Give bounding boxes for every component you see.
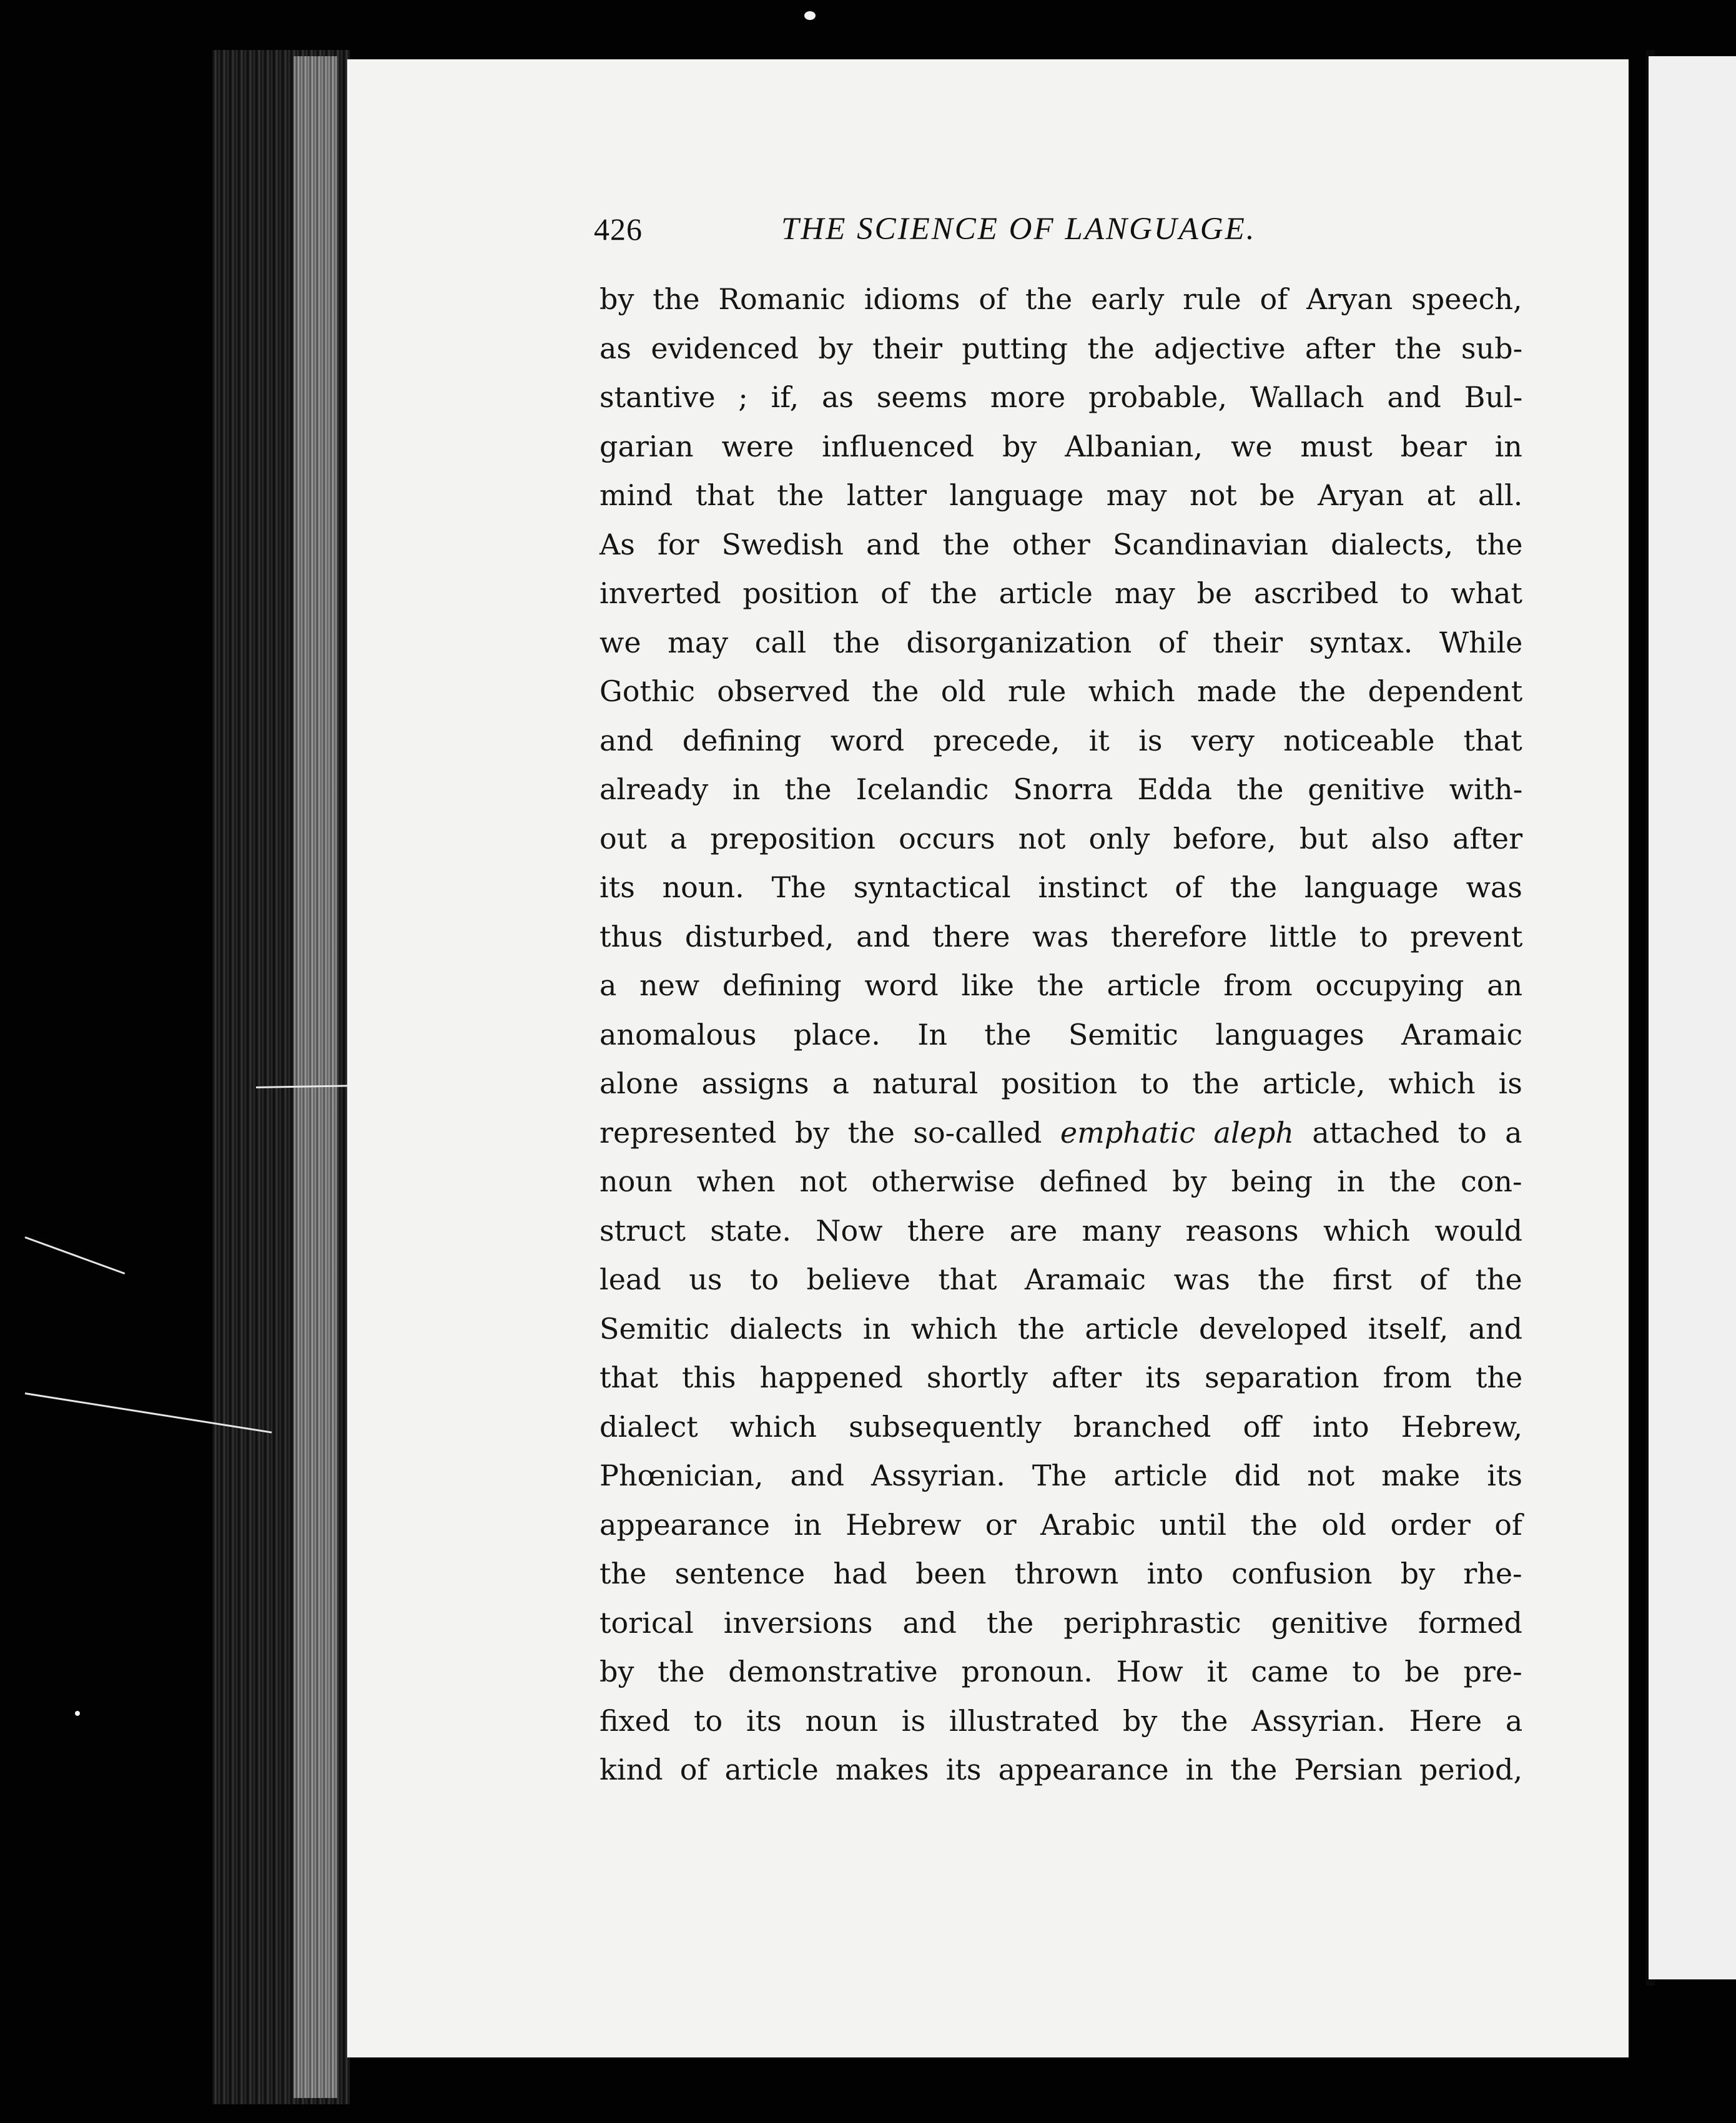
text-line: as evidenced by their putting the adjective after the sub- xyxy=(599,331,1523,365)
text-line: lead us to believe that Aramaic was the first of the xyxy=(599,1263,1522,1296)
facing-page-edge xyxy=(1649,56,1736,1979)
text-segment: attached to a xyxy=(1312,1115,1522,1150)
text-line: Gothic observed the old rule which made the dependent xyxy=(599,674,1523,708)
text-line: kind of article makes its appearance in the Persian period, xyxy=(599,1753,1523,1786)
text-line: fixed to its noun is illustrated by the Assyrian. Here a xyxy=(599,1703,1523,1738)
text-line: struct state. Now there are many reasons which would xyxy=(599,1213,1523,1248)
text-line: the sentence had been thrown into confusion by rhe- xyxy=(599,1557,1522,1590)
text-line: that this happened shortly after its separation from the xyxy=(599,1361,1523,1394)
text-line: Semitic dialects in which the article developed itself, and xyxy=(599,1311,1523,1346)
scan-speck xyxy=(804,11,816,20)
text-line: inverted position of the article may be ascribed to what xyxy=(599,576,1523,610)
text-line: As for Swedish and the other Scandinavian dialects, the xyxy=(599,527,1523,561)
text-line: by the Romanic idioms of the early rule of Aryan speech, xyxy=(599,282,1522,316)
text-line: torical inversions and the periphrastic genitive formed xyxy=(599,1605,1522,1640)
text-line: already in the Icelandic Snorra Edda the genitive with- xyxy=(599,772,1523,806)
text-line: alone assigns a natural position to the article, which is xyxy=(599,1066,1522,1100)
body-text xyxy=(599,275,1522,1795)
text-line: mind that the latter language may not be Aryan at all. xyxy=(599,478,1523,512)
text-line-with-italic xyxy=(599,1108,1522,1158)
text-line: its noun. The syntactical instinct of the language was xyxy=(599,870,1522,904)
text-line: anomalous place. In the Semitic languages Aramaic xyxy=(599,1017,1523,1052)
text-line: stantive ; if, as seems more probable, Wallach and Bul- xyxy=(599,380,1523,414)
page-number: 426 xyxy=(594,212,643,247)
text-line: dialect which subsequently branched off into Hebrew, xyxy=(599,1409,1523,1444)
running-title: THE SCIENCE OF LANGUAGE. xyxy=(781,212,1256,247)
text-line: Phœnician, and Assyrian. The article did not make its xyxy=(599,1459,1523,1492)
text-line: garian were influenced by Albanian, we must bear in xyxy=(599,429,1522,463)
text-line: noun when not otherwise defined by being in the con- xyxy=(599,1165,1522,1198)
text-line: a new defining word like the article from occupying an xyxy=(599,968,1523,1002)
text-line: we may call the disorganization of their syntax. While xyxy=(599,625,1523,659)
italic-phrase: emphatic aleph xyxy=(1060,1115,1294,1150)
page-header xyxy=(594,211,1368,261)
text-segment: represented by the so-called xyxy=(599,1115,1042,1150)
text-line: out a preposition occurs not only before, but also after xyxy=(599,821,1523,855)
scan-speck xyxy=(75,1711,80,1716)
book-page-edges-highlight xyxy=(293,56,337,2098)
text-line: by the demonstrative pronoun. How it came to be pre- xyxy=(599,1655,1522,1688)
text-line: appearance in Hebrew or Arabic until the old order of xyxy=(599,1507,1522,1542)
text-line: thus disturbed, and there was therefore little to prevent xyxy=(599,919,1523,953)
text-line: and defining word precede, it is very noticeable that xyxy=(599,723,1522,757)
